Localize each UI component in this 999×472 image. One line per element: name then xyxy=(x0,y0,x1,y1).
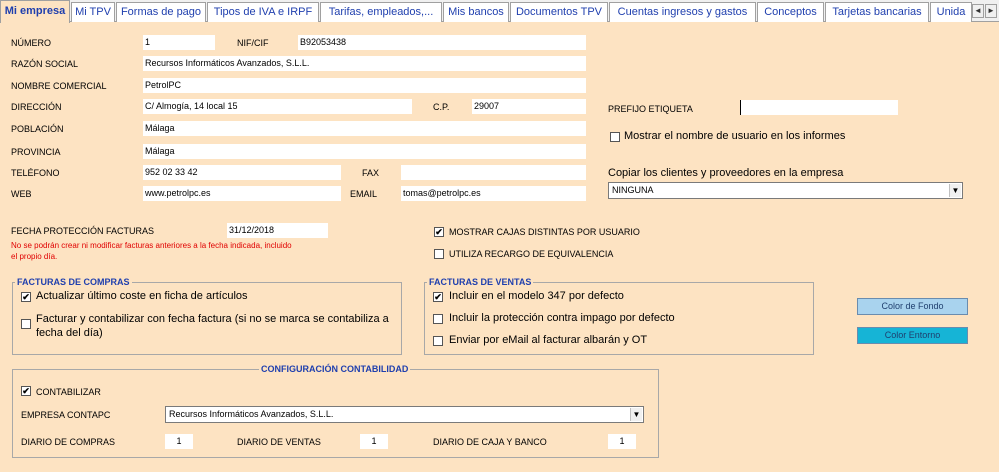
web-label: WEB xyxy=(11,189,32,199)
nombre-comercial-label: NOMBRE COMERCIAL xyxy=(11,81,107,91)
mostrar-usuario-label: Mostrar el nombre de usuario en los informes xyxy=(624,130,846,142)
email-field[interactable]: tomas@petrolpc.es xyxy=(401,186,586,201)
tab-documentos-tpv[interactable]: Documentos TPV xyxy=(510,2,608,22)
tab-mi-tpv[interactable]: Mi TPV xyxy=(71,2,115,22)
tab-formas-de-pago[interactable]: Formas de pago xyxy=(116,2,206,22)
modelo-347-label: Incluir en el modelo 347 por defecto xyxy=(449,290,624,302)
empresa-contapc-value: Recursos Informáticos Avanzados, S.L.L. xyxy=(169,409,334,419)
direccion-label: DIRECCIÓN xyxy=(11,102,62,112)
color-entorno-button[interactable]: Color Entorno xyxy=(857,327,968,344)
nif-field[interactable]: B92053438 xyxy=(298,35,586,50)
copiar-empresa-value: NINGUNA xyxy=(612,185,654,195)
telefono-label: TELÉFONO xyxy=(11,168,60,178)
mostrar-usuario-checkbox[interactable] xyxy=(610,132,620,142)
web-field[interactable]: www.petrolpc.es xyxy=(143,186,341,201)
facturas-compras-title: FACTURAS DE COMPRAS xyxy=(17,277,130,287)
tab-tarjetas-bancarias[interactable]: Tarjetas bancarias xyxy=(825,2,929,22)
tab-tipos-iva-irpf[interactable]: Tipos de IVA e IRPF xyxy=(207,2,319,22)
proteccion-warning-line-2: el propio día. xyxy=(11,252,58,261)
mostrar-cajas-checkbox[interactable]: ✔ xyxy=(435,227,443,237)
tab-unidades[interactable]: Unida xyxy=(930,2,972,22)
cp-label: C.P. xyxy=(433,102,450,112)
facturar-fecha-label-line-2: fecha del día) xyxy=(36,327,103,339)
copiar-empresa-select[interactable] xyxy=(608,182,963,199)
provincia-label: PROVINCIA xyxy=(11,147,61,157)
chevron-down-icon[interactable]: ▼ xyxy=(949,184,961,197)
cp-field[interactable]: 29007 xyxy=(472,99,586,114)
razon-social-label: RAZÓN SOCIAL xyxy=(11,59,79,69)
razon-social-field[interactable]: Recursos Informáticos Avanzados, S.L.L. xyxy=(143,56,586,71)
numero-label: NÚMERO xyxy=(11,38,51,48)
tab-bar xyxy=(0,0,999,22)
modelo-347-checkbox[interactable]: ✔ xyxy=(434,292,442,302)
tab-conceptos[interactable]: Conceptos xyxy=(757,2,824,22)
fax-field[interactable] xyxy=(401,165,586,180)
empresa-contapc-label: EMPRESA CONTAPC xyxy=(21,410,111,420)
facturas-ventas-title: FACTURAS DE VENTAS xyxy=(429,277,532,287)
recargo-equivalencia-label: UTILIZA RECARGO DE EQUIVALENCIA xyxy=(449,249,614,259)
fax-label: FAX xyxy=(362,168,380,178)
tab-scroll-left-icon[interactable]: ◄ xyxy=(972,4,984,18)
proteccion-impago-label: Incluir la protección contra impago por defecto xyxy=(449,312,675,324)
enviar-email-checkbox[interactable] xyxy=(433,336,443,346)
contabilizar-checkbox[interactable]: ✔ xyxy=(22,386,30,396)
fecha-proteccion-field[interactable]: 31/12/2018 xyxy=(227,223,328,238)
provincia-field[interactable]: Málaga xyxy=(143,144,586,159)
fecha-proteccion-label: FECHA PROTECCIÓN FACTURAS xyxy=(11,226,155,236)
diario-caja-banco-label: DIARIO DE CAJA Y BANCO xyxy=(433,437,547,447)
recargo-equivalencia-checkbox[interactable] xyxy=(434,249,444,259)
nif-label: NIF/CIF xyxy=(237,38,269,48)
facturar-fecha-checkbox[interactable] xyxy=(21,319,31,329)
prefijo-etiqueta-label: PREFIJO ETIQUETA xyxy=(608,104,693,114)
mostrar-cajas-label: MOSTRAR CAJAS DISTINTAS POR USUARIO xyxy=(449,227,640,237)
direccion-field[interactable]: C/ Almogía, 14 local 15 xyxy=(143,99,412,114)
diario-compras-field[interactable]: 1 xyxy=(165,434,193,449)
empresa-contapc-select[interactable] xyxy=(165,406,644,423)
tab-cuentas-ingresos-gastos[interactable]: Cuentas ingresos y gastos xyxy=(609,2,756,22)
telefono-field[interactable]: 952 02 33 42 xyxy=(143,165,341,180)
config-contabilidad-title: CONFIGURACIÓN CONTABILIDAD xyxy=(261,364,409,374)
facturar-fecha-label-line-1: Facturar y contabilizar con fecha factura (si no se marca se contabiliza a xyxy=(36,313,389,325)
nombre-comercial-field[interactable]: PetrolPC xyxy=(143,78,586,93)
enviar-email-label: Enviar por eMail al facturar albarán y OT xyxy=(449,334,648,346)
diario-ventas-label: DIARIO DE VENTAS xyxy=(237,437,321,447)
tab-mi-empresa[interactable]: Mi empresa xyxy=(0,0,70,23)
prefijo-etiqueta-field[interactable] xyxy=(740,100,898,115)
proteccion-warning-line-1: No se podrán crear ni modificar facturas anteriores a la fecha indicada, incluido xyxy=(11,241,292,250)
actualizar-coste-checkbox[interactable]: ✔ xyxy=(22,292,30,302)
actualizar-coste-label: Actualizar último coste en ficha de artículos xyxy=(36,290,248,302)
copiar-clientes-label: Copiar los clientes y proveedores en la empresa xyxy=(608,167,844,179)
contabilizar-label: CONTABILIZAR xyxy=(36,387,101,397)
proteccion-impago-checkbox[interactable] xyxy=(433,314,443,324)
color-fondo-button[interactable]: Color de Fondo xyxy=(857,298,968,315)
poblacion-label: POBLACIÓN xyxy=(11,124,64,134)
diario-caja-banco-field[interactable]: 1 xyxy=(608,434,636,449)
numero-field[interactable]: 1 xyxy=(143,35,215,50)
tab-tarifas-empleados[interactable]: Tarifas, empleados,... xyxy=(320,2,442,22)
diario-compras-label: DIARIO DE COMPRAS xyxy=(21,437,116,447)
tab-scroll-right-icon[interactable]: ► xyxy=(985,4,997,18)
email-label: EMAIL xyxy=(350,189,378,199)
chevron-down-icon[interactable]: ▼ xyxy=(630,408,642,421)
poblacion-field[interactable]: Málaga xyxy=(143,121,586,136)
diario-ventas-field[interactable]: 1 xyxy=(360,434,388,449)
tab-mis-bancos[interactable]: Mis bancos xyxy=(443,2,509,22)
